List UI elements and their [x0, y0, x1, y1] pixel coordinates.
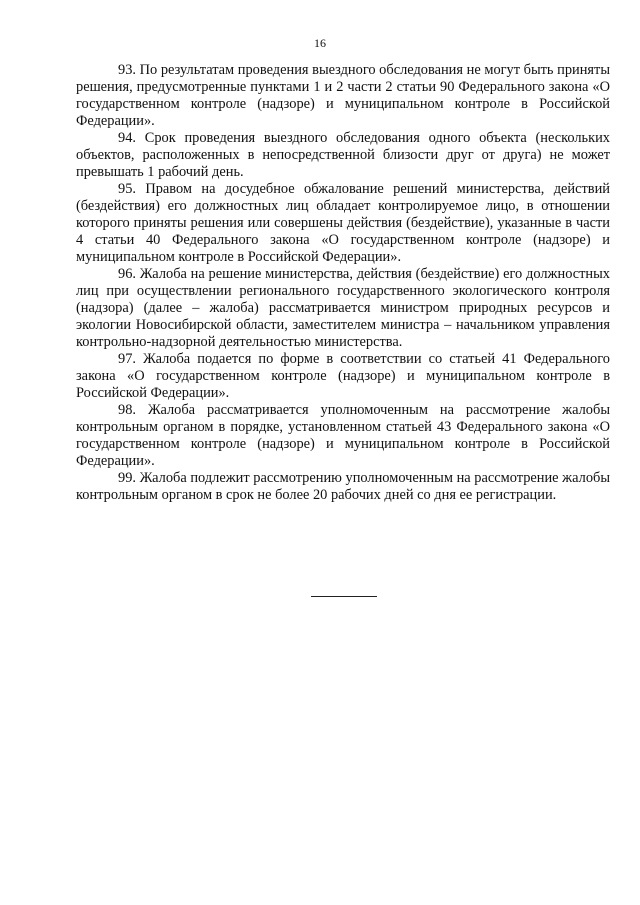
paragraph-96: 96. Жалоба на решение министерства, действия (бездействие) его должностных лиц при осуществлении регионального государственного экологического контроля (надзора) (далее – жалоба) рассматривается министром природных ресурсов и экологии Новосибирской области, заместителем министра – начальником управления контрольно-надзорной деятельностью министерства. — [76, 266, 610, 350]
document-body — [76, 62, 610, 504]
paragraph-98: 98. Жалоба рассматривается уполномоченным на рассмотрение жалобы контрольным органом в порядке, установленном статьей 43 Федерального закона «О государственном контроле (надзоре) и муниципальном контроле в Российской Федерации». — [76, 402, 610, 469]
paragraph-93: 93. По результатам проведения выездного обследования не могут быть приняты решения, предусмотренные пунктами 1 и 2 части 2 статьи 90 Федерального закона «О государственном контроле (надзоре) и муниципальном контроле в Российской Федерации». — [76, 62, 610, 129]
paragraph-95: 95. Правом на досудебное обжалование решений министерства, действий (бездействия) его должностных лиц обладает контролируемое лицо, в отношении которого приняты решения или совершены действия (бездействие), указанные в части 4 статьи 40 Федерального закона «О государственном контроле (надзоре) и муниципальном контроле в Российской Федерации». — [76, 181, 610, 265]
page-number: 16 — [314, 36, 326, 50]
paragraph-94: 94. Срок проведения выездного обследования одного объекта (нескольких объектов, расположенных в непосредственной близости друг от друга) не может превышать 1 рабочий день. — [76, 130, 610, 180]
paragraph-99: 99. Жалоба подлежит рассмотрению уполномоченным на рассмотрение жалобы контрольным органом в срок не более 20 рабочих дней со дня ее регистрации. — [76, 470, 610, 503]
end-divider-line — [311, 596, 377, 597]
paragraph-97: 97. Жалоба подается по форме в соответствии со статьей 41 Федерального закона «О государственном контроле (надзоре) и муниципальном контроле в Российской Федерации». — [76, 351, 610, 401]
